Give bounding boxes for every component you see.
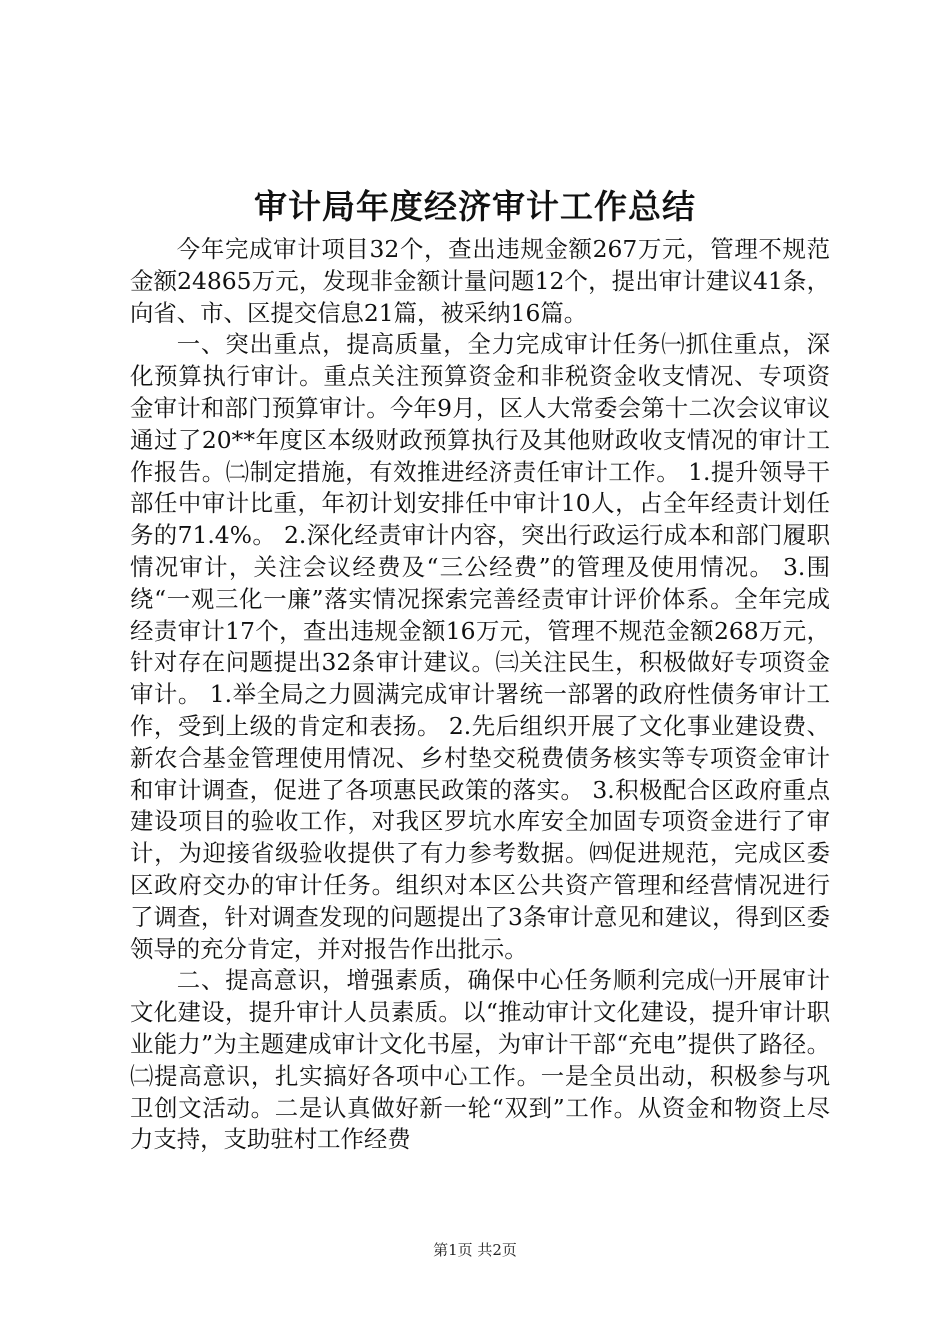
page-number-footer: 第1页 共2页 [433,1241,517,1259]
paragraph-summary: 今年完成审计项目32个，查出违规金额267万元，管理不规范金额24865万元，发现非金额计量问题12个，提出审计建议41条，向省、市、区提交信息21篇，被采纳16篇。 [130,235,830,327]
document-title: 审计局年度经济审计工作总结 [254,187,696,226]
paragraph-section-one: 一、突出重点，提高质量，全力完成审计任务㈠抓住重点，深化预算执行审计。重点关注预算资金和非税资金收支情况、专项资金审计和部门预算审计。今年9月，区人大常委会第十二次会议审议通过了20**年度区本级财政预算执行及其他财政收支情况的审计工作报告。㈡制定措施，有效推进经济责任审计工作。 1.提升领导干部任中审计比重，年初计划安排任中审计10人，占全年经责计划任务的71.4%。 2.深化经责审计内容，突出行政运行成本和部门履职情况审计，关注会议经费及“三公经费”的管理及使用情况。 3.围绕“一观三化一廉”落实情况探索完善经责审计评价体系。全年完成经责审计17个，查出违规金额16万元，管理不规范金额268万元，针对存在问题提出32条审计建议。㈢关注民生，积极做好专项资金审计。 1.举全局之力圆满完成审计署统一部署的政府性债务审计工作，受到上级的肯定和表扬。 2.先后组织开展了文化事业建设费、新农合基金管理使用情况、乡村垫交税费债务核实等专项资金审计和审计调查，促进了各项惠民政策的落实。 3.积极配合区政府重点建设项目的验收工作，对我区罗坑水库安全加固专项资金进行了审计，为迎接省级验收提供了有力参考数据。㈣促进规范，完成区委区政府交办的审计任务。组织对本区公共资产管理和经营情况进行了调查，针对调查发现的问题提出了3条审计意见和建议，得到区委领导的充分肯定，并对报告作出批示。 [130,330,830,963]
paragraph-section-two: 二、提高意识，增强素质，确保中心任务顺利完成㈠开展审计文化建设，提升审计人员素质。以“推动审计文化建设，提升审计职业能力”为主题建成审计文化书屋，为审计干部“充电”提供了路径。㈡提高意识，扎实搞好各项中心工作。一是全员出动，积极参与巩卫创文活动。二是认真做好新一轮“双到”工作。从资金和物资上尽力支持，支助驻村工作经费 [130,966,830,1154]
document-body [130,234,830,1156]
